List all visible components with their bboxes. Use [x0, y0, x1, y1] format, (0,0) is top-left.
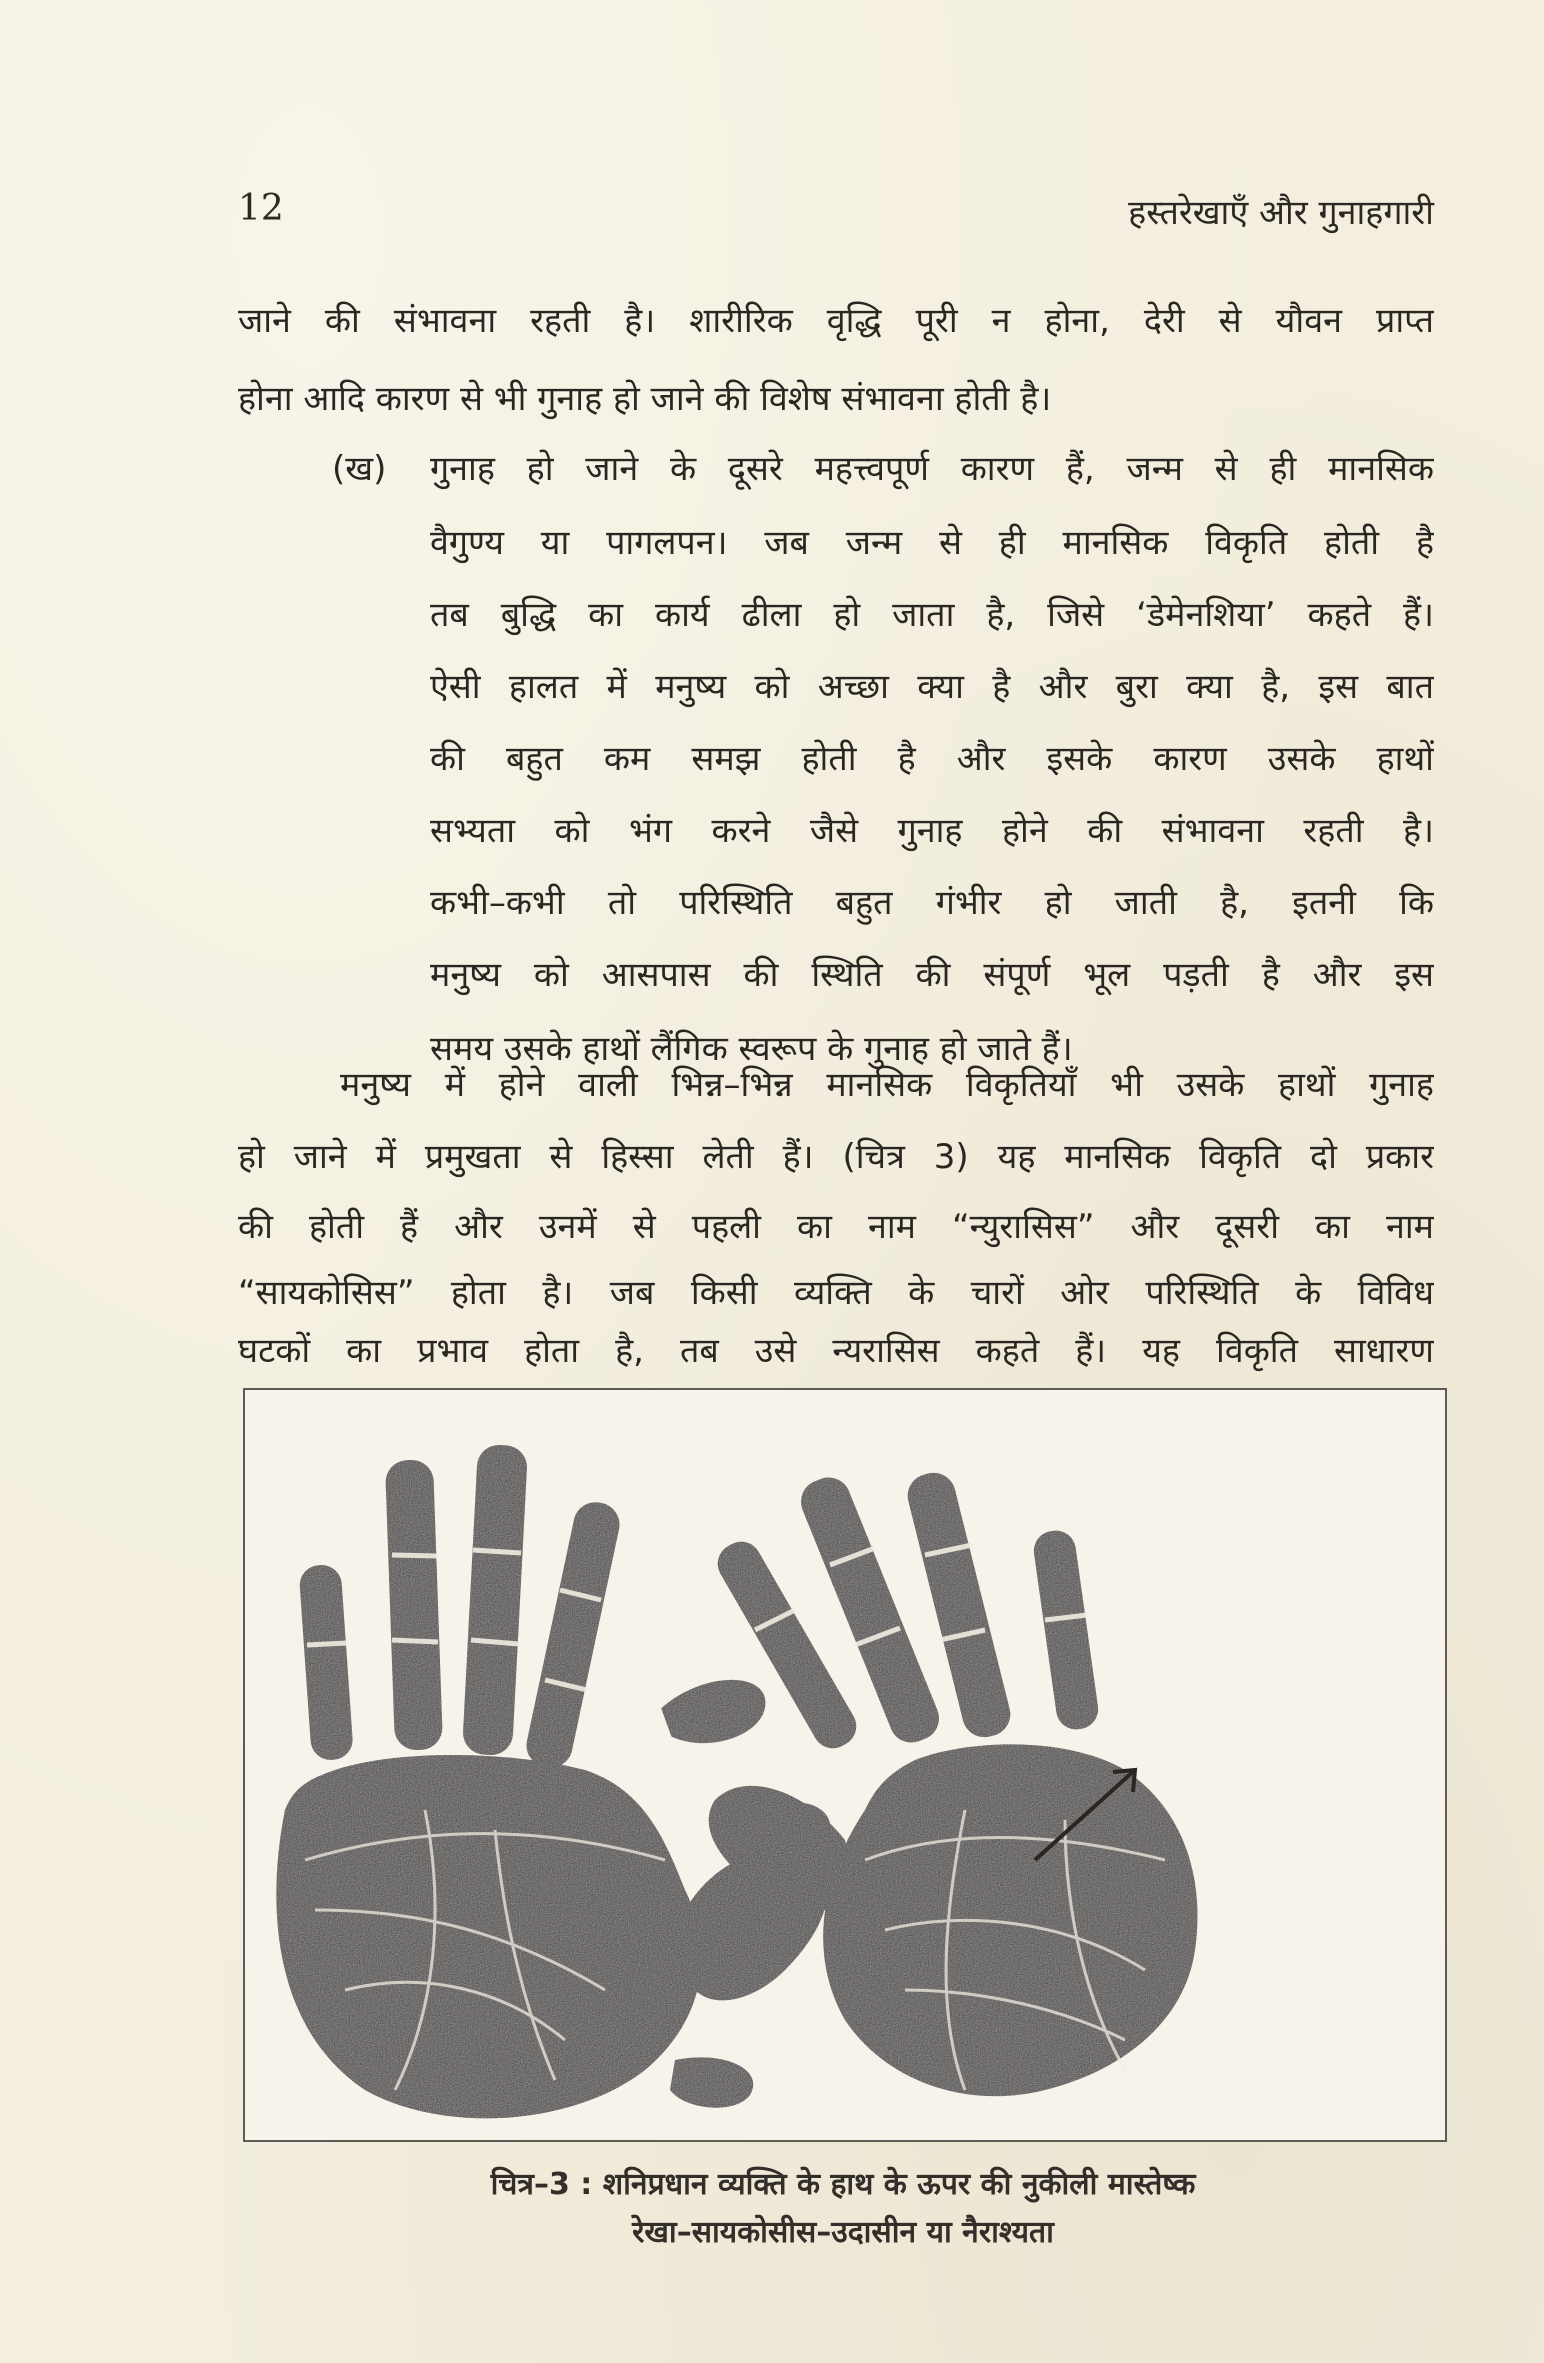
running-title: हस्तरेखाएँ और गुनाहगारी [1128, 193, 1434, 233]
text-line: मनुष्य में होने वाली भिन्न–भिन्न मानसिक विकृतियाँ भी उसके हाथों गुनाह [340, 1065, 1434, 1105]
text-line: “सायकोसिस” होता है। जब किसी व्यक्ति के चारों ओर परिस्थिति के विविध [238, 1273, 1434, 1313]
item-marker: (ख) [332, 449, 387, 489]
text-line: जाने की संभावना रहती है। शारीरिक वृद्धि पूरी न होना, देरी से यौवन प्राप्त [238, 301, 1434, 341]
text-line: की बहुत कम समझ होती है और इसके कारण उसके हाथों [430, 739, 1434, 779]
page-number: 12 [238, 188, 284, 229]
text-line: गुनाह हो जाने के दूसरे महत्त्वपूर्ण कारण हैं, जन्म से ही मानसिक [430, 449, 1434, 489]
text-line: घटकों का प्रभाव होता है, तब उसे न्यरासिस कहते हैं। यह विकृति साधारण [238, 1331, 1434, 1371]
text-line: कभी–कभी तो परिस्थिति बहुत गंभीर हो जाती है, इतनी कि [430, 883, 1434, 923]
palm-print-figure [243, 1388, 1447, 2142]
text-line: समय उसके हाथों लैंगिक स्वरूप के गुनाह हो जाते हैं। [430, 1029, 1073, 1069]
text-line: तब बुद्धि का कार्य ढीला हो जाता है, जिसे ‘डेमेनशिया’ कहते हैं। [430, 595, 1434, 635]
text-line: सभ्यता को भंग करने जैसे गुनाह होने की संभावना रहती है। [430, 811, 1434, 851]
figure-caption-line1: चित्र–3 : शनिप्रधान व्यक्ति के हाथ के ऊपर की नुकीली मास्तेष्क [490, 2167, 1196, 2202]
text-line: हो जाने में प्रमुखता से हिस्सा लेती हैं। (चित्र 3) यह मानसिक विकृति दो प्रकार [238, 1137, 1434, 1177]
text-line: मनुष्य को आसपास की स्थिति की संपूर्ण भूल पड़ती है और इस [430, 955, 1434, 995]
text-line: होना आदि कारण से भी गुनाह हो जाने की विशेष संभावना होती है। [238, 379, 1052, 419]
figure-caption-line2: रेखा–सायकोसीस–उदासीन या नैराश्यता [632, 2215, 1054, 2250]
text-line: वैगुण्य या पागलपन। जब जन्म से ही मानसिक विकृति होती है [430, 523, 1434, 563]
text-line: ऐसी हालत में मनुष्य को अच्छा क्या है और बुरा क्या है, इस बात [430, 667, 1434, 707]
text-line: की होती हैं और उनमें से पहली का नाम “न्युरासिस” और दूसरी का नाम [238, 1207, 1434, 1247]
